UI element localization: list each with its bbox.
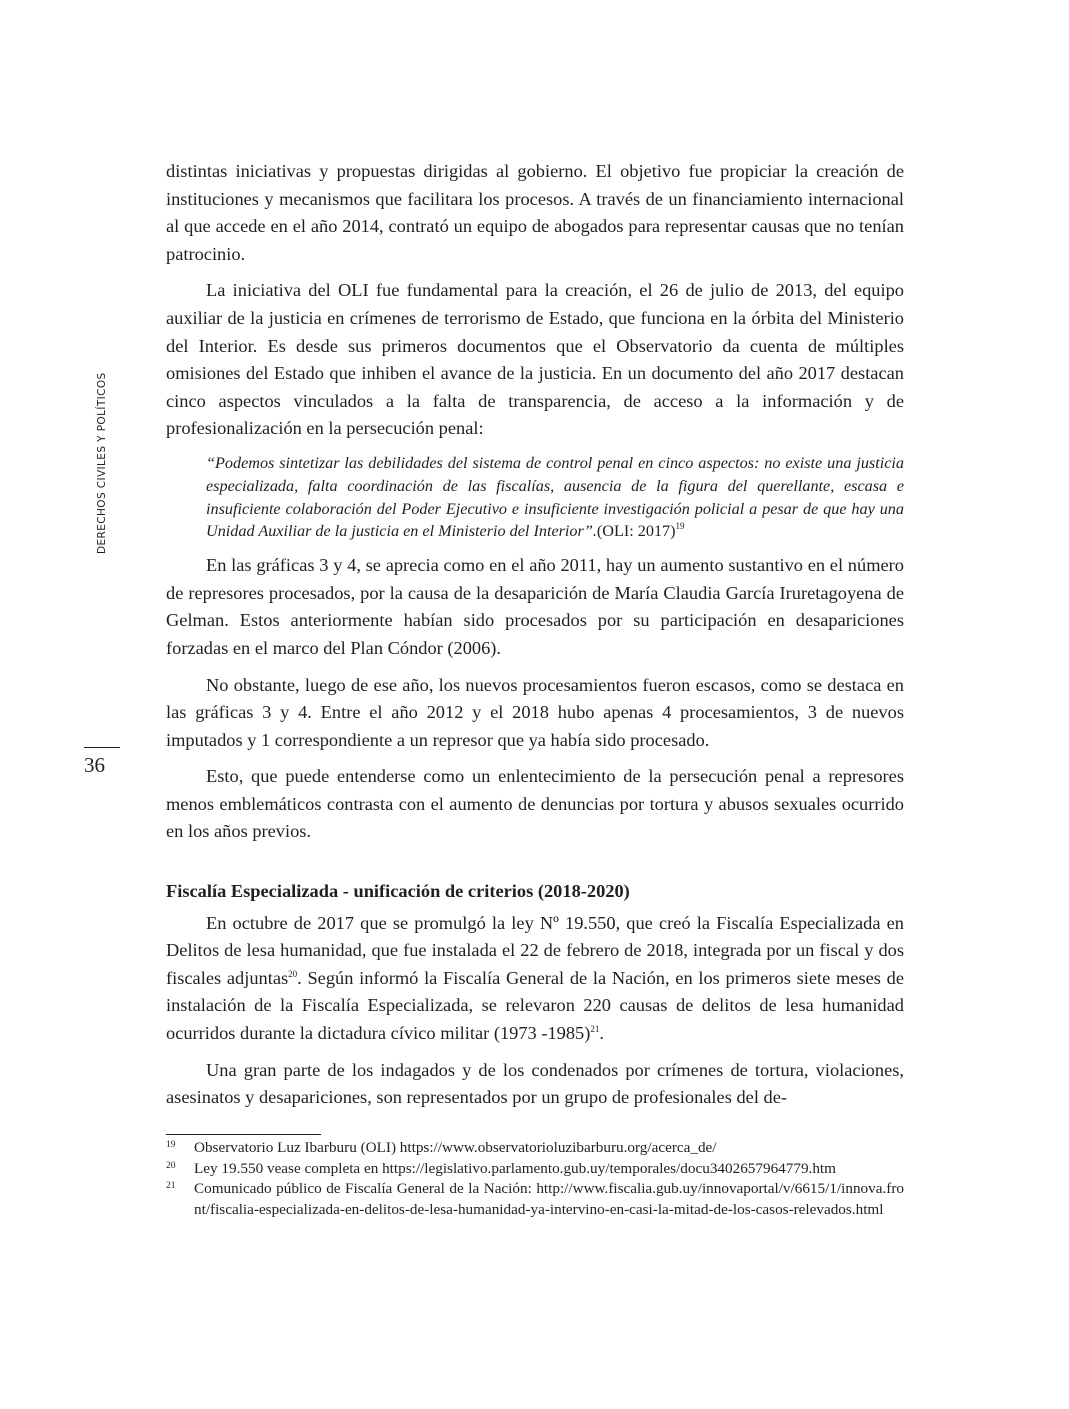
footnote: [166, 1179, 904, 1220]
footnote-number: 21: [166, 1181, 176, 1191]
footnote-number: 20: [166, 1160, 176, 1171]
paragraph-text: En octubre de 2017 que se promulgó la ley Nº 19.550, que creó la Fiscalía Especializada en Delitos de lesa humanidad, que fue instalada el 22 de febrero de 2018, integrada por un fiscal y dos fiscales adjuntas: [166, 912, 904, 988]
paragraph-text: .: [599, 1023, 604, 1044]
body-paragraph: Esto, que puede entenderse como un enlentecimiento de la persecución penal a represores menos emblemáticos contrasta con el aumento de denuncias por tortura y abusos sexuales ocurrido en los años previos.: [166, 766, 904, 842]
paragraph-text: . Según informó la Fiscalía General de la Nación, en los primeros siete meses de instalación de la Fiscalía Especializada, se relevaron 220 causas de delitos de lesa humanidad ocurridos durante la dictadura cívico militar (1973 -1985): [166, 967, 904, 1044]
running-section-title: DERECHOS CIVILES Y POLÍTICOS: [96, 372, 108, 554]
block-quote: [206, 452, 904, 543]
footnote: [166, 1138, 904, 1159]
footnote-ref: 21: [590, 1024, 600, 1035]
quote-citation: (OLI: 2017): [596, 522, 676, 541]
footnote-rule: [166, 1134, 321, 1135]
body-paragraph: La iniciativa del OLI fue fundamental para la creación, el 26 de julio de 2013, del equipo auxiliar de la justicia en crímenes de terrorismo de Estado, que funciona en la órbita del Ministerio del Interior. Es desde sus primeros documentos que el Observatorio da cuenta de múltiples omisiones del Estado que inhiben el avance de la justicia. En un documento del año 2017 destacan cinco aspectos vinculados a la falta de transparencia, de acceso a la información y de profesionalización en la persecución penal:: [166, 280, 904, 439]
body-paragraph: En las gráficas 3 y 4, se aprecia como en el año 2011, hay un aumento sustantivo en el número de represores procesados, por la causa de la desaparición de María Claudia García Iruretagoyena de Gelman. Estos anteriormente habían sido procesados por su participación en desapariciones forzadas en el marco del Plan Cóndor (2006).: [166, 555, 904, 658]
footnote-text: Comunicado público de Fiscalía General de la Nación: http://www.fiscalia.gub.uy/innovaportal/v/6615/1/innova.front/fiscalia-especializada-en-delitos-de-lesa-humanidad-ya-intervino-en-casi-la-mitad-de-los-casos-relevados.html: [194, 1180, 904, 1218]
footnotes: [166, 1134, 904, 1220]
footnote: [166, 1159, 904, 1180]
footnote-text: Ley 19.550 vease completa en https://legislativo.parlamento.gub.uy/temporales/docu3402657964779.htm: [194, 1159, 836, 1177]
section-heading: Fiscalía Especializada - unificación de criterios (2018-2020): [166, 881, 630, 902]
page-number: 36: [84, 753, 105, 777]
quote-text: “Podemos sintetizar las debilidades del sistema de control penal en cinco aspectos: no existe una justicia especializada, falta coordinación de las fiscalías, ausencia de la figura del querellante, escasa e insuficiente colaboración del Poder Ejecutivo e insuficiente investigación policial a pesar de que hay una Unidad Auxiliar de la justicia en el Ministerio del Interior”.: [206, 453, 904, 541]
body-paragraph: distintas iniciativas y propuestas dirigidas al gobierno. El objetivo fue propiciar la creación de instituciones y mecanismos que facilitara los procesos. A través de un financiamiento internacional al que accede en el año 2014, contrató un equipo de abogados para representar causas que no tenían patrocinio.: [166, 161, 904, 264]
body-paragraph: No obstante, luego de ese año, los nuevos procesamientos fueron escasos, como se destaca en las gráficas 3 y 4. Entre el año 2012 y el 2018 hubo apenas 4 procesamientos, 3 de nuevos imputados y 1 correspondiente a un represor que ya había sido procesado.: [166, 674, 904, 750]
main-text: [166, 158, 904, 1121]
footnote-ref: 20: [288, 968, 298, 979]
footnote-number: 19: [166, 1140, 176, 1150]
page-number-rule: [84, 747, 120, 748]
body-paragraph: [166, 910, 904, 1048]
footnote-ref: 19: [675, 521, 685, 532]
body-paragraph: Una gran parte de los indagados y de los condenados por crímenes de tortura, violaciones, asesinatos y desapariciones, son representados por un grupo de profesionales del de-: [166, 1059, 904, 1108]
footnote-text: Observatorio Luz Ibarburu (OLI) https://www.observatorioluzibarburu.org/acerca_de/: [194, 1139, 717, 1156]
